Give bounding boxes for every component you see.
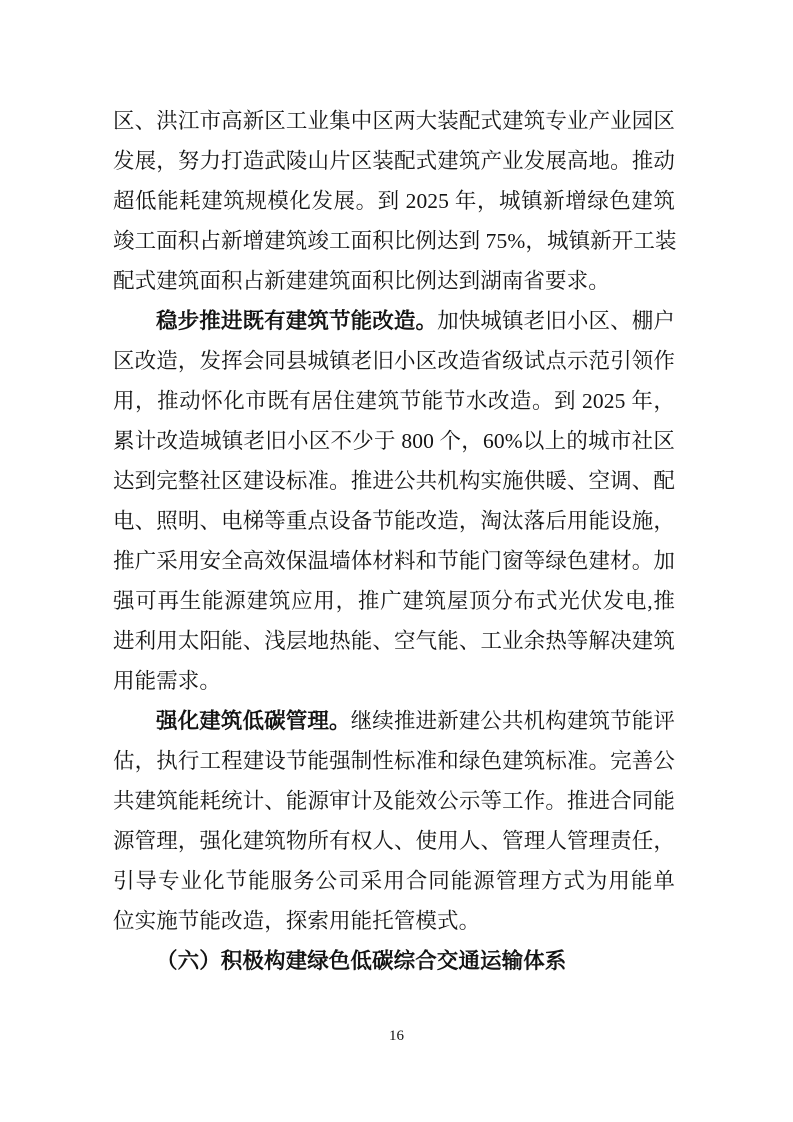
paragraph-lead-bold: 强化建筑低碳管理。 <box>156 709 351 733</box>
text-line: 源管理，强化建筑物所有权人、使用人、管理人管理责任， <box>113 829 675 853</box>
text-line <box>113 701 675 741</box>
text-line <box>113 301 675 341</box>
paragraph-lead-rest: 加快城镇老旧小区、棚户 <box>437 309 675 333</box>
text-line: 配式建筑面积占新建建筑面积比例达到湖南省要求。 <box>113 269 610 293</box>
text-line: 超低能耗建筑规模化发展。到 2025 年，城镇新增绿色建筑 <box>113 189 675 213</box>
text-line: 达到完整社区建设标准。推进公共机构实施供暖、空调、配 <box>113 469 675 493</box>
text-line: 区、洪江市高新区工业集中区两大装配式建筑专业产业园区 <box>113 109 675 133</box>
paragraph-building-retrofit <box>113 301 675 701</box>
text-line: 推广采用安全高效保温墙体材料和节能门窗等绿色建材。加 <box>113 549 675 573</box>
text-line: 共建筑能耗统计、能源审计及能效公示等工作。推进合同能 <box>113 789 675 813</box>
text-line: 用，推动怀化市既有居住建筑节能节水改造。到 2025 年， <box>113 389 675 413</box>
text-line: 累计改造城镇老旧小区不少于 800 个，60%以上的城市社区 <box>113 429 675 453</box>
section-heading: （六）积极构建绿色低碳综合交通运输体系 <box>156 949 567 973</box>
text-line: 用能需求。 <box>113 669 222 693</box>
paragraph-assembly-construction <box>113 101 675 301</box>
text-line: 竣工面积占新增建筑竣工面积比例达到 75%，城镇新开工装 <box>113 229 677 253</box>
text-line: 区改造，发挥会同县城镇老旧小区改造省级试点示范引领作 <box>113 349 675 373</box>
paragraph-lead-rest: 继续推进新建公共机构建筑节能评 <box>350 709 675 733</box>
document-body <box>113 101 675 981</box>
text-line: 进利用太阳能、浅层地热能、空气能、工业余热等解决建筑 <box>113 629 675 653</box>
page-number: 16 <box>389 1028 404 1044</box>
paragraph-lead-bold: 稳步推进既有建筑节能改造。 <box>156 309 438 333</box>
text-line: 发展，努力打造武陵山片区装配式建筑产业发展高地。推动 <box>113 149 675 173</box>
text-line: 位实施节能改造，探索用能托管模式。 <box>113 909 481 933</box>
text-line: 电、照明、电梯等重点设备节能改造，淘汰落后用能设施， <box>113 509 675 533</box>
paragraph-low-carbon-management <box>113 701 675 941</box>
text-line: 估，执行工程建设节能强制性标准和绿色建筑标准。完善公 <box>113 749 675 773</box>
text-line: 引导专业化节能服务公司采用合同能源管理方式为用能单 <box>113 869 675 893</box>
text-line: 强可再生能源建筑应用，推广建筑屋顶分布式光伏发电,推 <box>113 589 675 613</box>
